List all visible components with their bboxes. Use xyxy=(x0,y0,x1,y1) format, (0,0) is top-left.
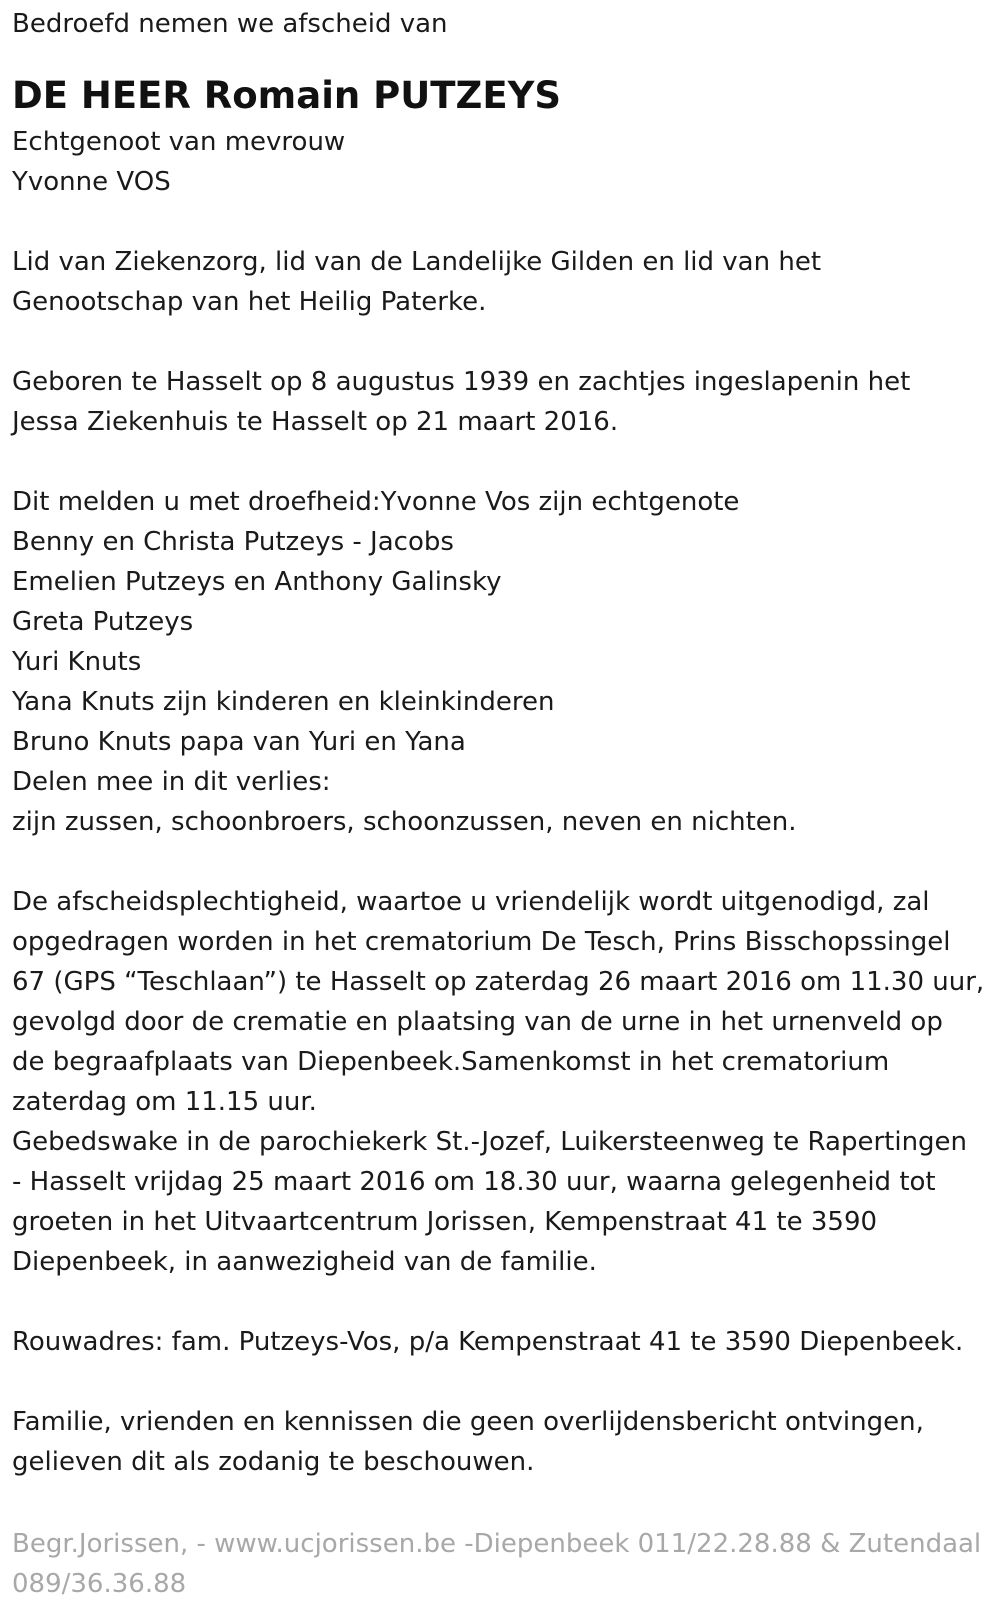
ceremony-line: de begraafplaats van Diepenbeek.Samenkomst in het crematorium xyxy=(12,1047,890,1077)
family-line: Yuri Knuts xyxy=(12,647,142,677)
spacer xyxy=(12,442,988,482)
spacer xyxy=(12,1282,988,1322)
birth-death-block xyxy=(12,362,988,442)
spacer xyxy=(12,1482,988,1522)
ceremony-line: gevolgd door de crematie en plaatsing van de urne in het urnenveld op xyxy=(12,1007,943,1037)
spouse-line-2: Yvonne VOS xyxy=(12,167,171,197)
birth-death-line: Geboren te Hasselt op 8 augustus 1939 en zachtjes ingeslapenin het xyxy=(12,367,911,397)
ceremony-line: zaterdag om 11.15 uur. xyxy=(12,1087,317,1117)
family-block xyxy=(12,482,988,842)
spacer xyxy=(12,322,988,362)
intro-line: Bedroefd nemen we afscheid van xyxy=(12,9,448,39)
ceremony-line: opgedragen worden in het crematorium De Tesch, Prins Bisschopssingel xyxy=(12,927,951,957)
spacer xyxy=(12,202,988,242)
birth-death-line: Jessa Ziekenhuis te Hasselt op 21 maart 2016. xyxy=(12,407,619,437)
spouse-line-1: Echtgenoot van mevrouw xyxy=(12,127,346,157)
spacer xyxy=(12,842,988,882)
memberships-line: Genootschap van het Heilig Paterke. xyxy=(12,287,487,317)
ceremony-line: 67 (GPS “Teschlaan”) te Hasselt op zaterdag 26 maart 2016 om 11.30 uur, xyxy=(12,967,985,997)
footer-line: 089/36.36.88 xyxy=(12,1569,187,1599)
ceremony-line: De afscheidsplechtigheid, waartoe u vriendelijk wordt uitgenodigd, zal xyxy=(12,887,930,917)
vigil-line: Gebedswake in de parochiekerk St.-Jozef, Luikersteenweg te Rapertingen xyxy=(12,1127,968,1157)
family-line: Dit melden u met droefheid:Yvonne Vos zijn echtgenote xyxy=(12,487,740,517)
family-line: zijn zussen, schoonbroers, schoonzussen, neven en nichten. xyxy=(12,807,797,837)
ceremony-block xyxy=(12,882,988,1282)
family-line: Benny en Christa Putzeys - Jacobs xyxy=(12,527,454,557)
family-line: Delen mee in dit verlies: xyxy=(12,767,331,797)
memberships-block xyxy=(12,242,988,322)
vigil-line: - Hasselt vrijdag 25 maart 2016 om 18.30 uur, waarna gelegenheid tot xyxy=(12,1167,936,1197)
family-line: Bruno Knuts papa van Yuri en Yana xyxy=(12,727,466,757)
family-line: Yana Knuts zijn kinderen en kleinkinderen xyxy=(12,687,555,717)
family-line: Emelien Putzeys en Anthony Galinsky xyxy=(12,567,502,597)
notice-line: gelieven dit als zodanig te beschouwen. xyxy=(12,1447,535,1477)
footer-block xyxy=(12,1524,988,1604)
family-line: Greta Putzeys xyxy=(12,607,194,637)
vigil-line: groeten in het Uitvaartcentrum Jorissen, Kempenstraat 41 te 3590 xyxy=(12,1207,878,1237)
memberships-line: Lid van Ziekenzorg, lid van de Landelijke Gilden en lid van het xyxy=(12,247,822,277)
mourning-address: Rouwadres: fam. Putzeys-Vos, p/a Kempenstraat 41 te 3590 Diepenbeek. xyxy=(12,1327,964,1357)
notice-block xyxy=(12,1402,988,1482)
deceased-name: DE HEER Romain PUTZEYS xyxy=(12,74,562,117)
spacer xyxy=(12,1362,988,1402)
notice-line: Familie, vrienden en kennissen die geen overlijdensbericht ontvingen, xyxy=(12,1407,924,1437)
vigil-line: Diepenbeek, in aanwezigheid van de familie. xyxy=(12,1247,597,1277)
spouse-block xyxy=(12,122,988,202)
footer-line: Begr.Jorissen, - www.ucjorissen.be -Diepenbeek 011/22.28.88 & Zutendaal xyxy=(12,1529,982,1559)
